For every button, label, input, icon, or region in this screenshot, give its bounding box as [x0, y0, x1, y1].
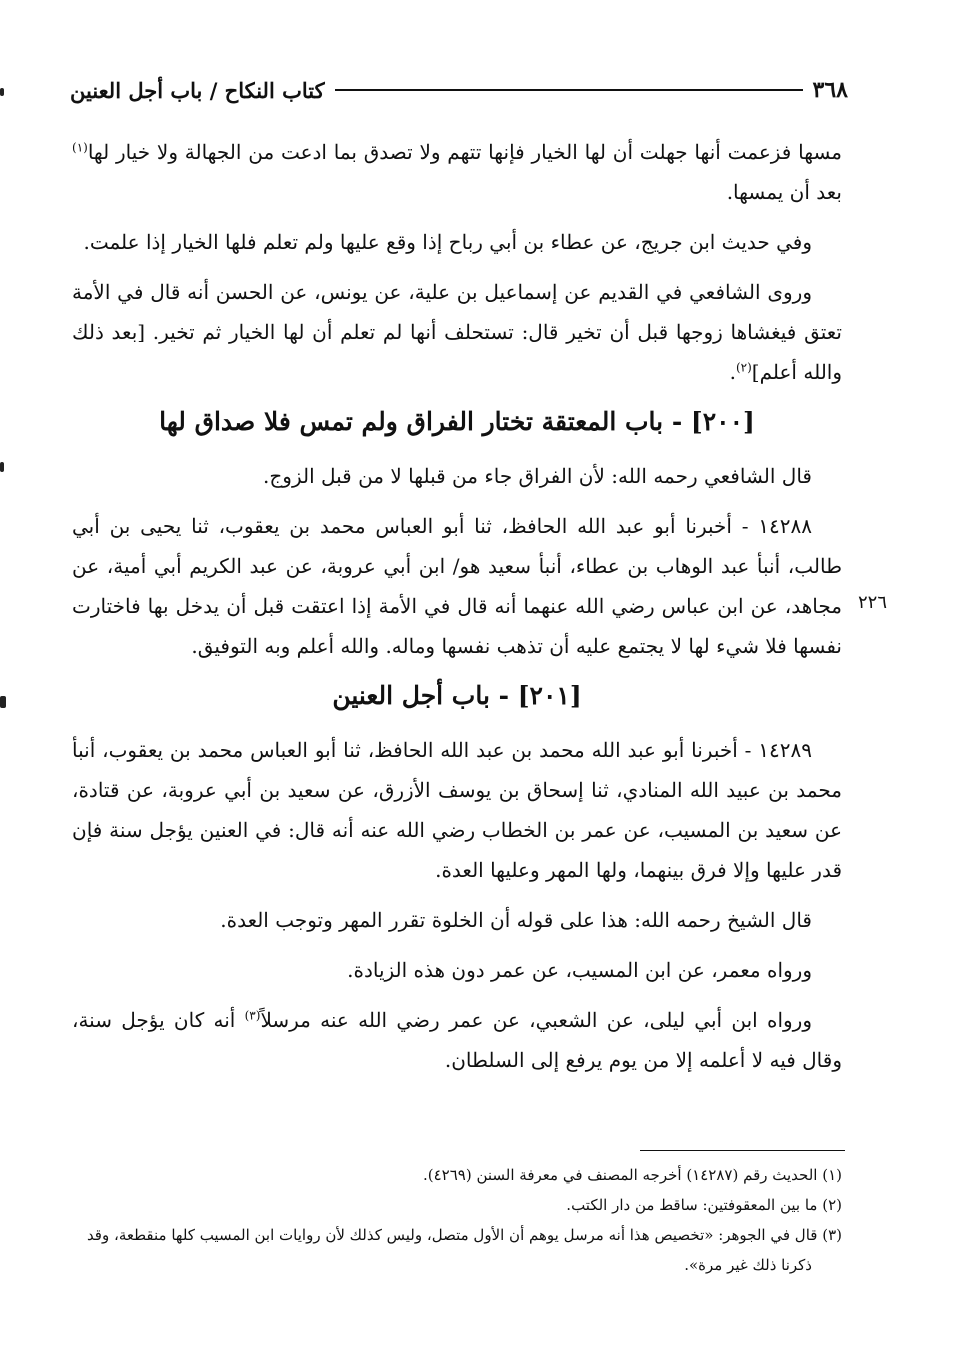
paragraph: ورواه معمر، عن ابن المسيب، عن عمر دون هذه الزيادة. — [347, 958, 812, 982]
footnote-item: (٢) ما بين المعقوفتين: ساقط من دار الكتب. — [566, 1196, 842, 1214]
paragraph: ورواه ابن أبي ليلى، عن الشعبي، عن عمر رضي الله عنه مرسلاً$^{(٣)}$ أنه كان يؤجل سنة، وقال فيه لا أعلمه إلا من يوم يرفع إلى السلطان. — [72, 1008, 842, 1072]
page-header — [70, 72, 848, 108]
footnote-marker[interactable]: (٢) — [735, 360, 752, 375]
scan-edge-mark — [0, 462, 4, 472]
paragraph: قال الشافعي رحمه الله: لأن الفراق جاء من قبلها لا من قبل الزوج. — [263, 464, 812, 488]
margin-page-reference: ٢٢٦ — [858, 592, 888, 613]
running-title: كتاب النكاح / باب أجل العنين — [70, 77, 325, 103]
footnote-item: (١) الحديث رقم (١٤٢٨٧) أخرجه المصنف في معرفة السنن (٤٢٦٩). — [423, 1166, 842, 1184]
footnote-marker[interactable]: (٣) — [244, 1008, 261, 1023]
page-number: ٣٦٨ — [812, 77, 848, 103]
chapter-heading: [٢٠١] - باب أجل العنين — [332, 681, 582, 710]
paragraph: قال الشيخ رحمه الله: هذا على قوله أن الخلوة تقرر المهر وتوجب العدة. — [220, 908, 812, 932]
footnote-item: (٣) قال في الجوهر: «تخصيص هذا أنه مرسل يوهم أن الأول متصل، وليس كذلك لأن روايات ابن المسيب كلها منقطعة، وقد ذكرنا ذلك غير مرة». — [86, 1226, 842, 1274]
main-text — [72, 132, 842, 1090]
hadith-paragraph: ١٤٢٨٩ - أخبرنا أبو عبد الله محمد بن عبد الله الحافظ، ثنا أبو العباس محمد بن يعقوب، أنبأ محمد بن عبيد الله المنادي، ثنا إسحاق بن يوسف الأزرق، عن سعيد بن أبي عروبة، عن قتادة، عن سعيد بن المسيب، عن عمر بن الخطاب رضي الله عنه أنه قال: في العنين يؤجل سنة فإن قدر عليها وإلا فرق بينهما، ولها المهر وعليها العدة. — [72, 738, 842, 882]
scan-edge-mark — [0, 696, 6, 708]
hadith-number: ١٤٢٨٩ — [758, 738, 812, 762]
scan-edge-mark — [0, 88, 4, 96]
header-rule — [335, 89, 803, 91]
footnote-separator — [640, 1150, 845, 1151]
paragraph: وفي حديث ابن جريج، عن عطاء بن أبي رباح إذا وقع عليها ولم تعلم فلها الخيار إذا علمت. — [83, 230, 812, 254]
paragraph: مسها فزعمت أنها جهلت أن لها الخيار فإنها تتهم ولا تصدق بما ادعت من الجهالة ولا خيار لها$^{(١)}$ بعد أن يمسها. — [72, 140, 842, 204]
hadith-number: ١٤٢٨٨ — [758, 514, 812, 538]
footnotes — [72, 1160, 842, 1280]
footnote-marker[interactable]: (١) — [72, 140, 88, 155]
paragraph: وروى الشافعي في القديم عن إسماعيل بن علية، عن يونس، عن الحسن أنه قال في الأمة تعتق فيغشاها زوجها قبل أن تخير قال: تستحلف أنها لم تعلم أن لها الخيار ثم تخير. [بعد ذلك والله أعلم]$^{(٢)}$. — [72, 280, 842, 384]
chapter-heading: [٢٠٠] - باب المعتقة تختار الفراق ولم تمس فلا صداق لها — [159, 407, 755, 436]
hadith-paragraph: ١٤٢٨٨ - أخبرنا أبو عبد الله الحافظ، ثنا أبو العباس محمد بن يعقوب، ثنا يحيى بن أبي طالب، أنبأ عبد الوهاب بن عطاء، أنبأ سعيد هو/ ابن أبي عروبة، عن عبد الكريم أبي أمية، عن مجاهد، عن ابن عباس رضي الله عنهما أنه قال في الأمة إذا اعتقت قبل أن يدخل بها فاختارت نفسها فلا شيء لها لا يجتمع عليه أن تذهب نفسها وماله. والله أعلم وبه التوفيق. — [72, 514, 843, 658]
